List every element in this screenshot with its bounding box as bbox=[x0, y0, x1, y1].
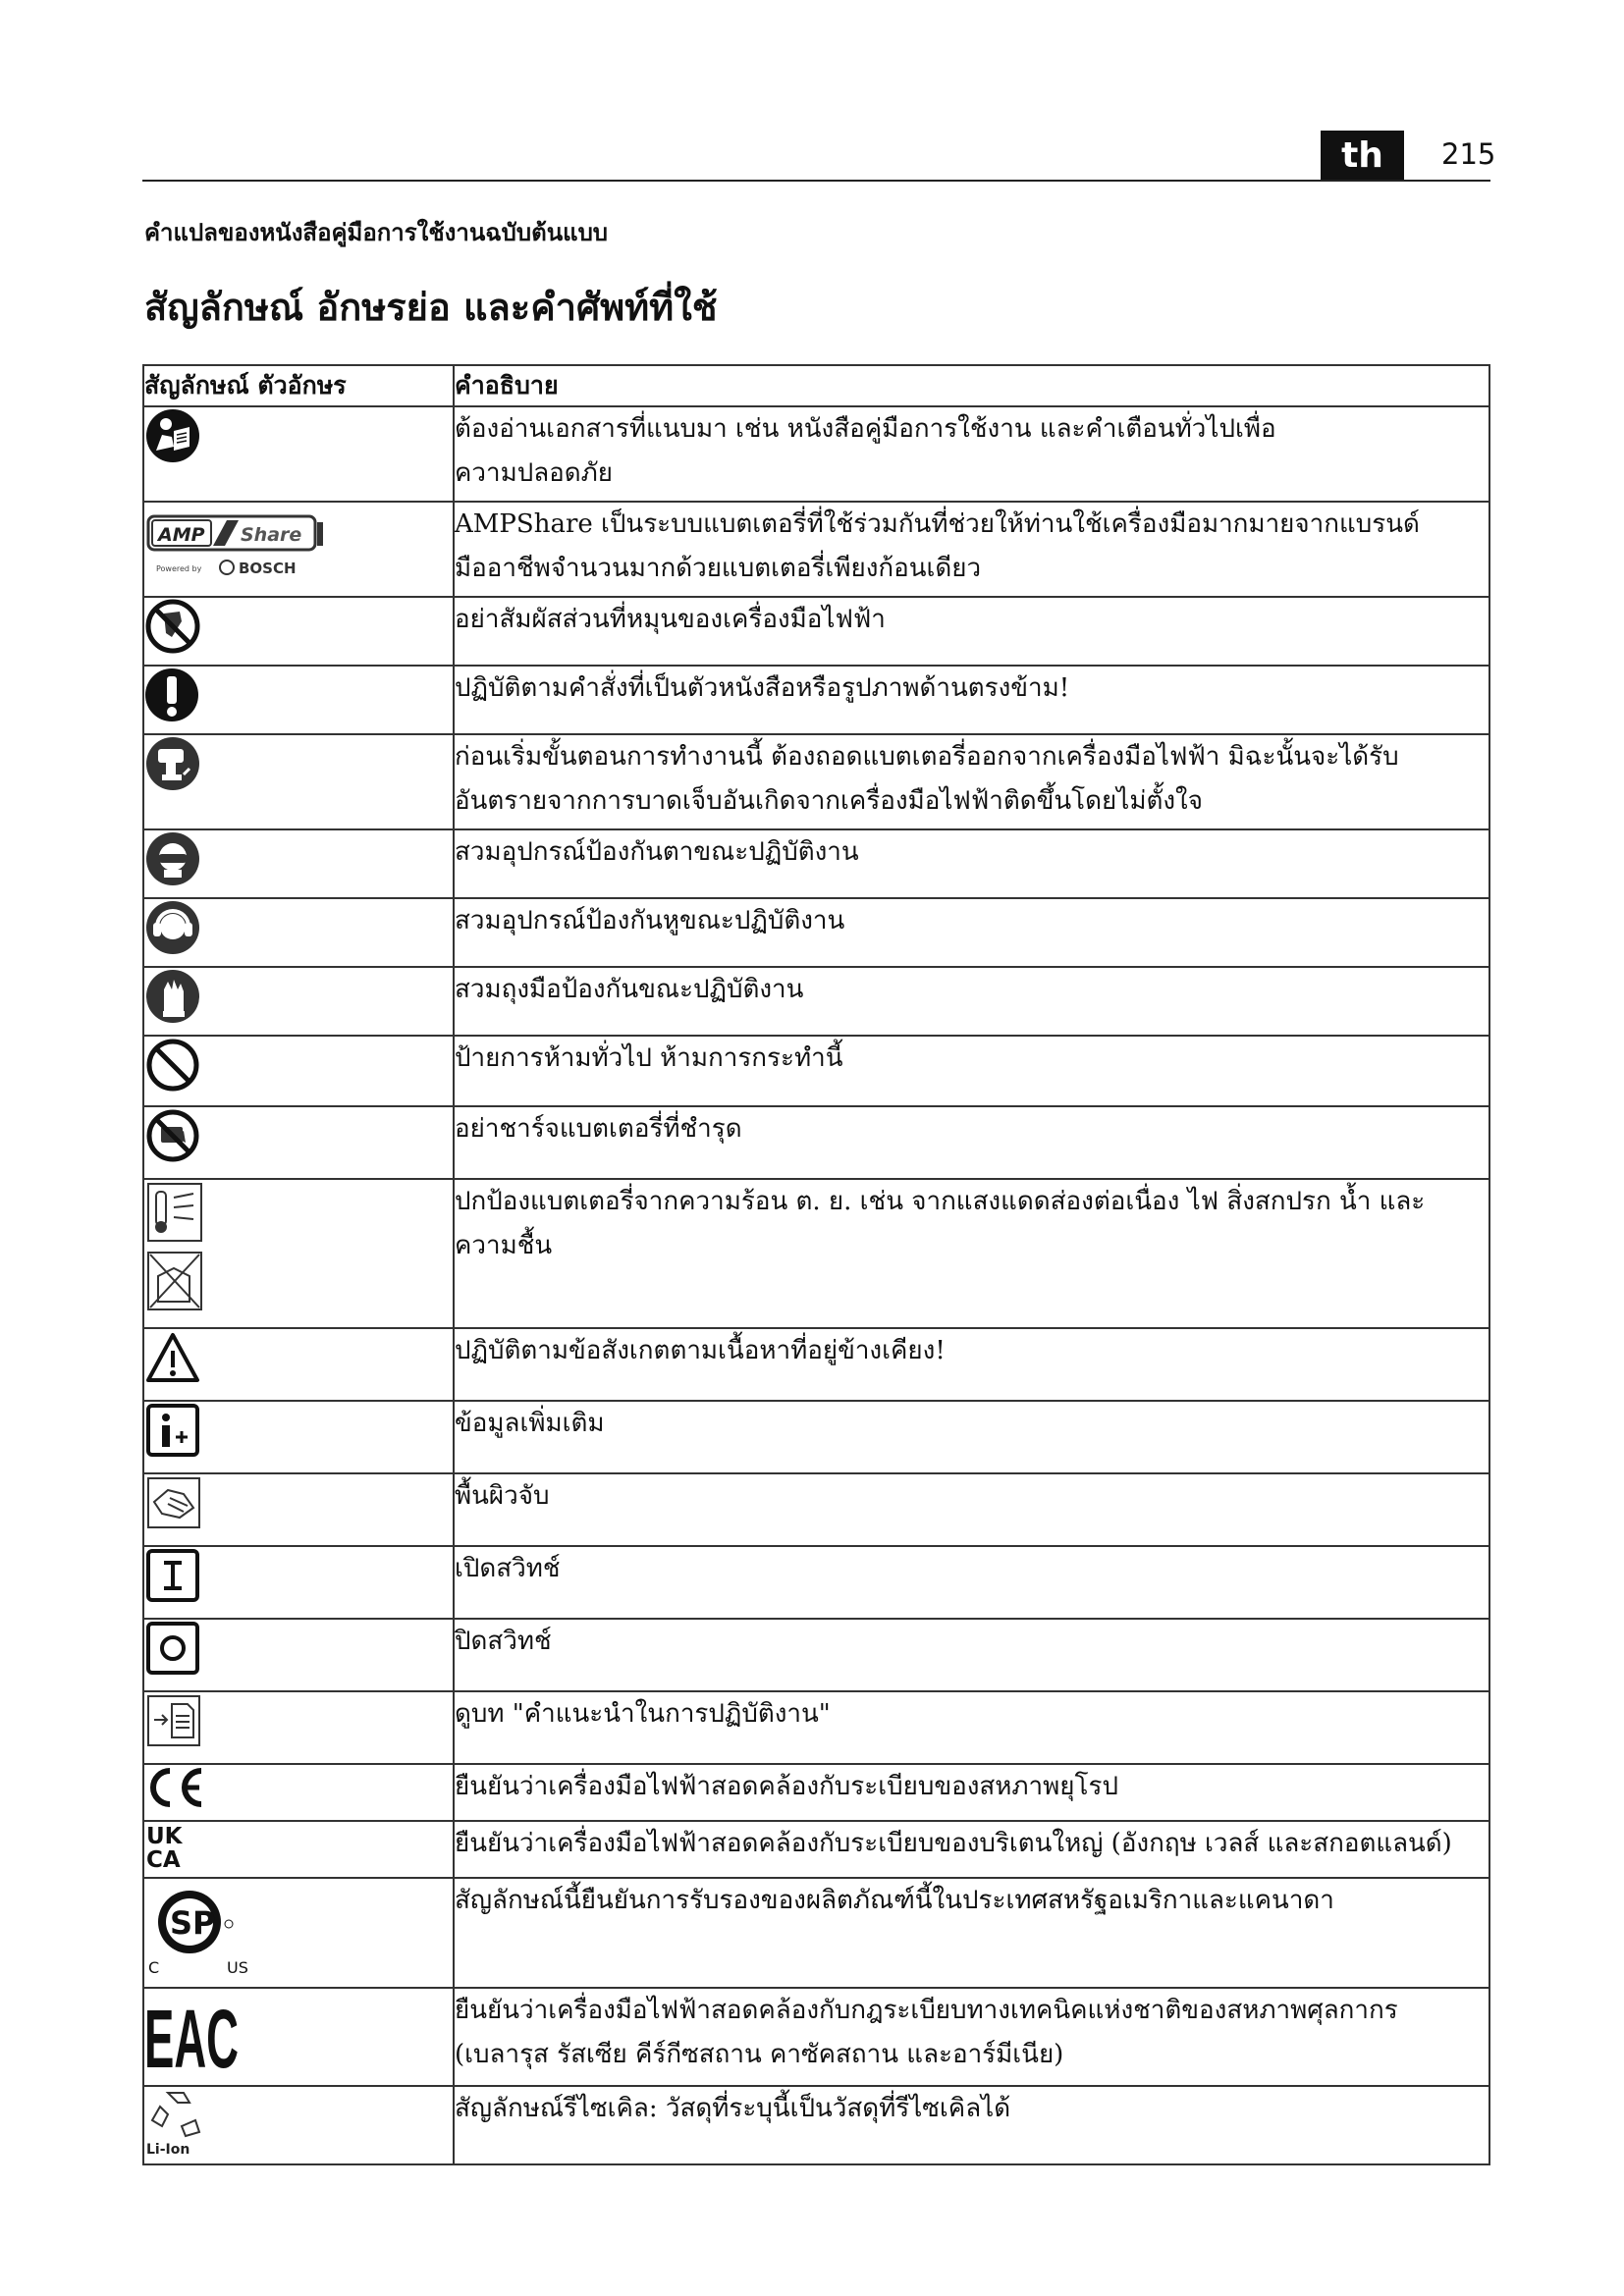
mandatory-action-icon bbox=[144, 667, 199, 723]
info-icon bbox=[144, 1402, 201, 1459]
row-text: อย่าชาร์จแบตเตอรี่ที่ชำรุด bbox=[454, 1106, 1489, 1179]
ear-protection-icon bbox=[144, 899, 201, 956]
grip-surface-icon bbox=[144, 1474, 203, 1531]
switch-on-icon bbox=[144, 1547, 201, 1604]
table-header-row bbox=[143, 365, 1489, 406]
table-row bbox=[143, 666, 1489, 734]
ukca-bottom-text: CA bbox=[146, 1847, 181, 1873]
table-row bbox=[143, 1546, 1489, 1619]
no-touch-rotating-icon bbox=[144, 598, 201, 655]
row-text-continued: อันตรายจากการบาดเจ็บอันเกิดจากเครื่องมือไฟฟ้าติดขึ้นโดยไม่ตั้งใจ bbox=[455, 786, 1203, 816]
csa-c-text: C bbox=[148, 1958, 160, 1977]
row-text: ดูบท "คำแนะนำในการปฏิบัติงาน" bbox=[454, 1691, 1489, 1764]
row-text: อย่าสัมผัสส่วนที่หมุนของเครื่องมือไฟฟ้า bbox=[454, 597, 1489, 666]
document-subtitle: คำแปลของหนังสือคู่มือการใช้งานฉบับต้นแบบ bbox=[144, 218, 609, 246]
recycle-li-ion-icon bbox=[144, 2087, 207, 2158]
row-text: ป้ายการห้ามทั่วไป ห้ามการกระทำนี้ bbox=[454, 1036, 1489, 1106]
row-text: ต้องอ่านเอกสารที่แนบมา เช่น หนังสือคู่มือการใช้งาน และคำเตือนทั่วไปเพื่อ bbox=[455, 414, 1276, 444]
row-text: ข้อมูลเพิ่มเติม bbox=[454, 1401, 1489, 1473]
switch-off-icon bbox=[144, 1620, 201, 1677]
ampshare-logo bbox=[144, 503, 331, 581]
table-row bbox=[143, 967, 1489, 1036]
table-row bbox=[143, 502, 1489, 597]
language-badge: th bbox=[1321, 131, 1404, 180]
row-text: เปิดสวิทช์ bbox=[454, 1546, 1489, 1619]
eye-protection-icon bbox=[144, 830, 201, 887]
table-row bbox=[143, 1106, 1489, 1179]
table-row bbox=[143, 829, 1489, 898]
table-row bbox=[143, 1619, 1489, 1691]
eac-mark-icon bbox=[144, 1989, 243, 2085]
row-text: ปกป้องแบตเตอรี่จากความร้อน ต. ย. เช่น จากแสงแดดส่องต่อเนื่อง ไฟ สิ่งสกปรก น้ำ และ bbox=[455, 1187, 1426, 1216]
row-text: พื้นผิวจับ bbox=[454, 1473, 1489, 1546]
row-text: ก่อนเริ่มขั้นตอนการทำงานนี้ ต้องถอดแบตเตอรี่ออกจากเครื่องมือไฟฟ้า มิฉะนั้นจะได้รับ bbox=[455, 742, 1399, 772]
row-text: ปฏิบัติตามคำสั่งที่เป็นตัวหนังสือหรือรูปภาพด้านตรงข้าม! bbox=[454, 666, 1489, 734]
read-manual-icon bbox=[144, 407, 201, 464]
ukca-mark-icon bbox=[144, 1822, 195, 1871]
table-row bbox=[143, 1179, 1489, 1328]
prohibition-icon bbox=[144, 1037, 201, 1094]
table-row bbox=[143, 1036, 1489, 1106]
table-row bbox=[143, 1878, 1489, 1988]
ce-mark-icon bbox=[144, 1765, 207, 1810]
table-row bbox=[143, 1473, 1489, 1546]
row-text: สวมอุปกรณ์ป้องกันตาขณะปฏิบัติงาน bbox=[454, 829, 1489, 898]
csa-mark-icon bbox=[144, 1879, 262, 1977]
row-text: สัญลักษณ์นี้ยืนยันการรับรองของผลิตภัณฑ์นี้ในประเทศสหรัฐอเมริกาและแคนาดา bbox=[454, 1878, 1489, 1988]
table-row bbox=[143, 1988, 1489, 2086]
no-charge-damaged-battery-icon bbox=[144, 1107, 201, 1164]
csa-us-text: US bbox=[227, 1958, 248, 1977]
row-text: ปิดสวิทช์ bbox=[454, 1619, 1489, 1691]
remove-battery-icon bbox=[144, 735, 201, 792]
table-row bbox=[143, 1691, 1489, 1764]
see-chapter-icon bbox=[144, 1692, 203, 1749]
section-title: สัญลักษณ์ อักษรย่อ และคำศัพท์ที่ใช้ bbox=[144, 285, 718, 329]
li-ion-text: Li-Ion bbox=[146, 2142, 190, 2158]
table-row bbox=[143, 898, 1489, 967]
powered-by-text: Powered by bbox=[156, 564, 202, 573]
table-row bbox=[143, 1328, 1489, 1401]
row-text: สวมอุปกรณ์ป้องกันหูขณะปฏิบัติงาน bbox=[454, 898, 1489, 967]
column-header-symbol: สัญลักษณ์ ตัวอักษร bbox=[143, 365, 454, 406]
row-text: ยืนยันว่าเครื่องมือไฟฟ้าสอดคล้องกับระเบียบของบริเตนใหญ่ (อังกฤษ เวลส์ และสกอตแลนด์) bbox=[454, 1821, 1489, 1878]
row-text: AMPShare เป็นระบบแบตเตอรี่ที่ใช้ร่วมกันที่ช่วยให้ท่านใช้เครื่องมือมากมายจากแบรนด์ bbox=[455, 509, 1420, 539]
bosch-logo-text: BOSCH bbox=[239, 560, 297, 577]
row-text: ยืนยันว่าเครื่องมือไฟฟ้าสอดคล้องกับกฎระเบียบทางเทคนิคแห่งชาติของสหภาพศุลกากร bbox=[455, 1996, 1398, 2025]
eac-logo-text: EAC bbox=[144, 1993, 239, 2085]
symbols-table bbox=[142, 364, 1490, 2165]
page-number: 215 bbox=[1441, 137, 1496, 171]
table-row bbox=[143, 2086, 1489, 2164]
share-logo-text: Share bbox=[241, 524, 302, 546]
ukca-top-text: UK bbox=[146, 1824, 183, 1849]
table-row bbox=[143, 734, 1489, 829]
table-row bbox=[143, 1821, 1489, 1878]
row-text: ปฏิบัติตามข้อสังเกตตามเนื้อหาที่อยู่ข้างเคียง! bbox=[454, 1328, 1489, 1401]
gloves-icon bbox=[144, 968, 201, 1025]
row-text-continued: มืออาชีพจำนวนมากด้วยแบตเตอรี่เพียงก้อนเดียว bbox=[455, 554, 982, 583]
table-row bbox=[143, 597, 1489, 666]
table-row bbox=[143, 1764, 1489, 1821]
row-text-continued: ความชื้น bbox=[455, 1231, 553, 1260]
csa-logo-text: SP bbox=[170, 1904, 216, 1942]
header-rule bbox=[142, 180, 1490, 182]
table-row bbox=[143, 1401, 1489, 1473]
column-header-description: คำอธิบาย bbox=[454, 365, 1489, 406]
row-text: สัญลักษณ์รีไซเคิล: วัสดุที่ระบุนี้เป็นวัสดุที่รีไซเคิลได้ bbox=[454, 2086, 1489, 2164]
row-text: ยืนยันว่าเครื่องมือไฟฟ้าสอดคล้องกับระเบียบของสหภาพยุโรป bbox=[454, 1764, 1489, 1821]
row-text: สวมถุงมือป้องกันขณะปฏิบัติงาน bbox=[454, 967, 1489, 1036]
row-text-continued: (เบลารุส รัสเซีย คีร์กีซสถาน คาซัคสถาน และอาร์มีเนีย) bbox=[455, 2040, 1064, 2069]
amp-logo-text: AMP bbox=[158, 524, 205, 546]
table-row bbox=[143, 406, 1489, 502]
protect-battery-heat-icon bbox=[144, 1180, 205, 1317]
warning-icon bbox=[144, 1329, 201, 1386]
row-text-continued: ความปลอดภัย bbox=[455, 458, 614, 488]
